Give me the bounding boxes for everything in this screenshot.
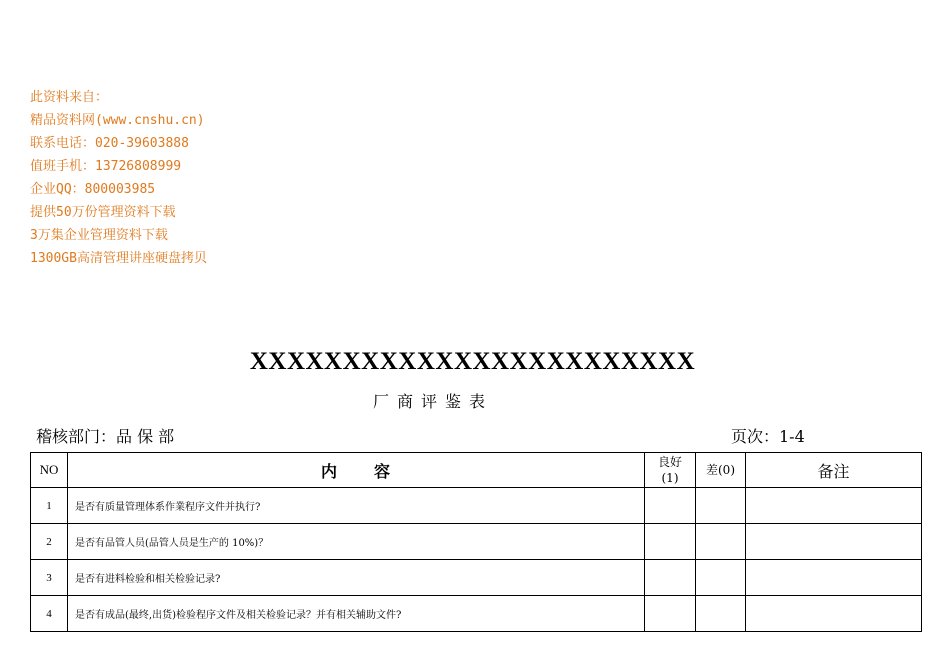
promo-line: 此资料来自： [30,90,109,105]
table-row [31,524,922,560]
row-content: 是否有成品(最终,出货)检验程序文件及相关检验记录？并有相关辅助文件? [68,596,645,632]
header-good-label: 良好 [657,455,682,469]
poor-cell[interactable] [696,524,746,560]
poor-cell[interactable] [696,596,746,632]
good-cell[interactable] [645,524,696,560]
header-content-part: 容 [374,461,392,481]
table-row [31,560,922,596]
promo-line: 联系电话：020-39603888 [30,136,189,151]
good-cell[interactable] [645,488,696,524]
promo-line: 企业QQ：800003985 [30,182,156,197]
note-cell[interactable] [746,488,922,524]
audit-department-label: 稽核部门：品 保 部 [36,427,175,446]
promo-line: 精品资料网(www.cnshu.cn) [30,113,205,128]
promo-line: 值班手机：13726808999 [30,159,182,174]
row-number: 3 [31,560,68,596]
note-cell[interactable] [746,524,922,560]
row-content: 是否有进料检验和相关检验记录? [68,560,645,596]
poor-cell[interactable] [696,488,746,524]
promo-line: 3万集企业管理资料下载 [30,228,168,243]
header-good [645,453,696,488]
promo-line: 提供50万份管理资料下载 [30,205,176,220]
evaluation-table [30,452,922,632]
note-cell[interactable] [746,560,922,596]
form-subtitle: 厂商评鉴表 [373,392,494,411]
table-header-row [31,453,922,488]
row-number: 2 [31,524,68,560]
header-note: 备注 [746,453,922,488]
good-cell[interactable] [645,596,696,632]
row-content: 是否有品管人员(品管人员是生产的 10%)？ [68,524,645,560]
document-title: XXXXXXXXXXXXXXXXXXXXXXXX [249,348,696,375]
good-cell[interactable] [645,560,696,596]
page-number-label: 页次：1-4 [731,427,805,446]
row-number: 1 [31,488,68,524]
row-content: 是否有质量管理体系作業程序文件并执行? [68,488,645,524]
header-good-score: (1) [661,471,679,485]
note-cell[interactable] [746,596,922,632]
poor-cell[interactable] [696,560,746,596]
table-row [31,596,922,632]
header-content-part: 内 [320,461,338,481]
row-number: 4 [31,596,68,632]
promo-line: 1300GB高清管理讲座硬盘拷贝 [30,251,207,266]
header-content [68,453,645,488]
table-row [31,488,922,524]
promo-block [30,86,207,270]
header-no: NO [31,453,68,488]
header-poor: 差(0) [696,453,746,488]
